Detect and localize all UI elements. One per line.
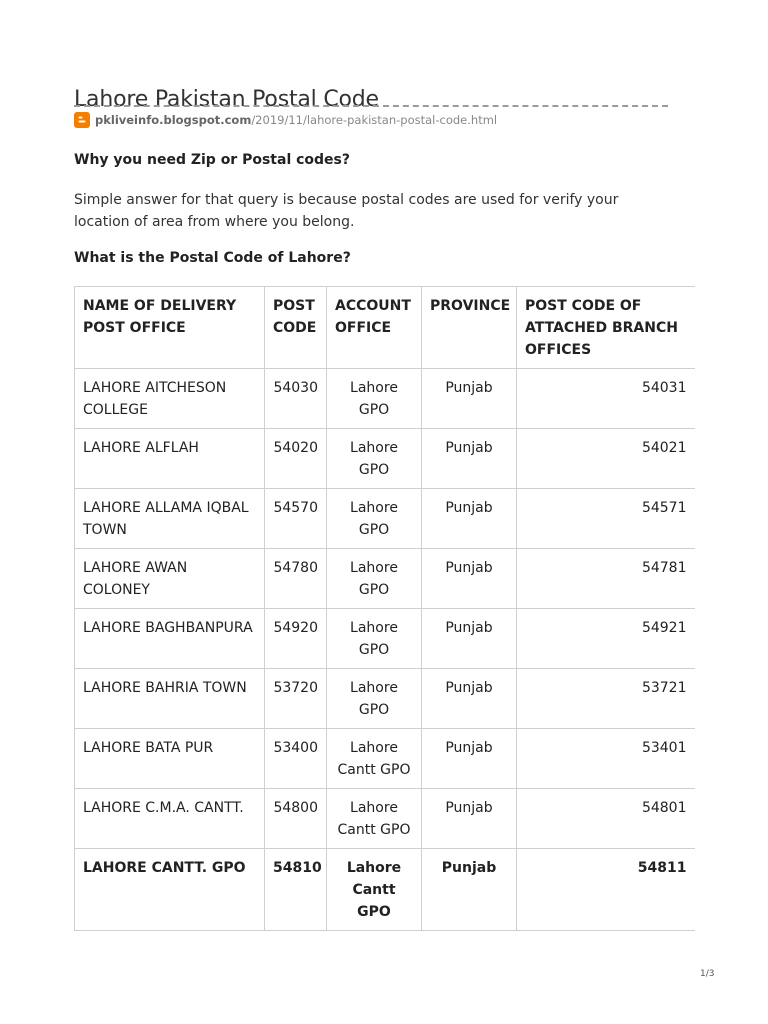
- table-row: [75, 549, 695, 609]
- question-heading-1: Why you need Zip or Postal codes?: [74, 152, 351, 168]
- table-row: [75, 789, 695, 849]
- table-row: [75, 609, 695, 669]
- cell-province: Punjab: [422, 489, 517, 549]
- cell-branch-code: 53401: [517, 729, 695, 789]
- table-row: [75, 429, 695, 489]
- page-title: Lahore Pakistan Postal Code: [74, 86, 379, 112]
- cell-post-code: 53720: [265, 669, 327, 729]
- cell-branch-code: 54571: [517, 489, 695, 549]
- cell-account-office: Lahore Cantt GPO: [327, 789, 422, 849]
- answer-paragraph: Simple answer for that query is because postal codes are used for verify your location of area from where you belong.: [74, 192, 619, 230]
- cell-post-code: 54920: [265, 609, 327, 669]
- header-post-code: POST CODE: [265, 287, 327, 369]
- cell-name: LAHORE ALLAMA IQBAL TOWN: [75, 489, 265, 549]
- cell-post-code: 54020: [265, 429, 327, 489]
- table-row: [75, 369, 695, 429]
- cell-branch-code: 54921: [517, 609, 695, 669]
- cell-name: LAHORE CANTT. GPO: [75, 849, 265, 931]
- blogger-icon: [74, 112, 90, 128]
- table-header-row: [75, 287, 695, 369]
- cell-account-office: Lahore GPO: [327, 489, 422, 549]
- cell-province: Punjab: [422, 669, 517, 729]
- cell-branch-code: 54781: [517, 549, 695, 609]
- cell-post-code: 54800: [265, 789, 327, 849]
- cell-branch-code: 53721: [517, 669, 695, 729]
- header-branch-code: POST CODE OF ATTACHED BRANCH OFFICES: [517, 287, 695, 369]
- cell-province: Punjab: [422, 789, 517, 849]
- postal-code-table: [74, 286, 695, 931]
- header-province: PROVINCE: [422, 287, 517, 369]
- header-name: NAME OF DELIVERY POST OFFICE: [75, 287, 265, 369]
- cell-name: LAHORE AWAN COLONEY: [75, 549, 265, 609]
- cell-post-code: 54810: [265, 849, 327, 931]
- header-account-office: ACCOUNT OFFICE: [327, 287, 422, 369]
- cell-post-code: 53400: [265, 729, 327, 789]
- table-row: [75, 729, 695, 789]
- cell-name: LAHORE AITCHESON COLLEGE: [75, 369, 265, 429]
- title-divider: [74, 105, 668, 107]
- cell-province: Punjab: [422, 729, 517, 789]
- page-number: 1/3: [700, 969, 715, 979]
- cell-province: Punjab: [422, 549, 517, 609]
- question-heading-2: What is the Postal Code of Lahore?: [74, 250, 351, 266]
- cell-account-office: Lahore GPO: [327, 549, 422, 609]
- cell-province: Punjab: [422, 429, 517, 489]
- cell-branch-code: 54811: [517, 849, 695, 931]
- cell-branch-code: 54801: [517, 789, 695, 849]
- source-domain: pkliveinfo.blogspot.com: [95, 113, 252, 127]
- cell-branch-code: 54021: [517, 429, 695, 489]
- cell-account-office: Lahore GPO: [327, 429, 422, 489]
- cell-post-code: 54780: [265, 549, 327, 609]
- cell-province: Punjab: [422, 849, 517, 931]
- table-row: [75, 669, 695, 729]
- cell-province: Punjab: [422, 609, 517, 669]
- cell-name: LAHORE BAGHBANPURA: [75, 609, 265, 669]
- cell-account-office: Lahore Cantt GPO: [327, 729, 422, 789]
- cell-account-office: Lahore GPO: [327, 669, 422, 729]
- cell-province: Punjab: [422, 369, 517, 429]
- table-row: [75, 489, 695, 549]
- cell-name: LAHORE BATA PUR: [75, 729, 265, 789]
- cell-account-office: Lahore GPO: [327, 609, 422, 669]
- cell-branch-code: 54031: [517, 369, 695, 429]
- cell-post-code: 54570: [265, 489, 327, 549]
- cell-name: LAHORE BAHRIA TOWN: [75, 669, 265, 729]
- source-path: /2019/11/lahore-pakistan-postal-code.html: [251, 113, 498, 127]
- cell-name: LAHORE C.M.A. CANTT.: [75, 789, 265, 849]
- source-link[interactable]: [74, 110, 497, 130]
- cell-post-code: 54030: [265, 369, 327, 429]
- cell-account-office: Lahore GPO: [327, 369, 422, 429]
- cell-name: LAHORE ALFLAH: [75, 429, 265, 489]
- table-row: [75, 849, 695, 931]
- cell-account-office: Lahore Cantt GPO: [327, 849, 422, 931]
